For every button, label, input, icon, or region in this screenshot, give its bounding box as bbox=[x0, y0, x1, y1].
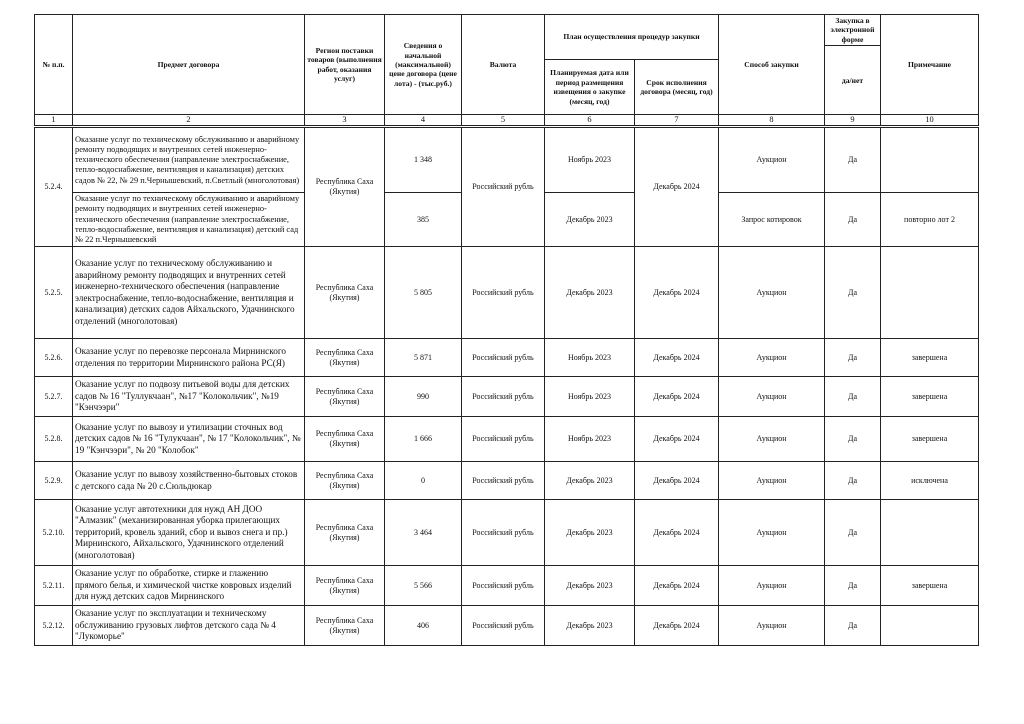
row-method: Аукцион bbox=[719, 417, 825, 462]
row-method: Аукцион bbox=[719, 606, 825, 646]
row-price: 406 bbox=[385, 606, 462, 646]
row-region: Республика Саха (Якутия) bbox=[305, 247, 385, 339]
row-note bbox=[881, 127, 979, 193]
row-electronic: Да bbox=[825, 339, 881, 377]
row-note: завершена bbox=[881, 339, 979, 377]
header-currency: Валюта bbox=[462, 15, 545, 115]
row-subject: Оказание услуг по техническому обслуживанию и аварийному ремонту подводящих и внутренних сетей инженерно-технического обеспечения (направление электроснабжение, тепло-водоснабжение, вентиляция и канализация) детских садов № 22, № 29 п.Чернышевский, п.Светлый (многолотовая) bbox=[73, 127, 305, 193]
row-term: Декабрь 2024 bbox=[635, 127, 719, 247]
row-note: завершена bbox=[881, 417, 979, 462]
table-row bbox=[35, 566, 979, 606]
row-plan-date: Декабрь 2023 bbox=[545, 462, 635, 500]
col-number: 9 bbox=[825, 115, 881, 127]
row-plan-date: Декабрь 2023 bbox=[545, 566, 635, 606]
row-subject: Оказание услуг по вывозу и утилизации сточных вод детских садов № 16 "Тулукчаан", № 17 "Колокольчик", № 19 "Кэнчээри", № 20 "Колобок" bbox=[73, 417, 305, 462]
col-number: 4 bbox=[385, 115, 462, 127]
row-method: Аукцион bbox=[719, 566, 825, 606]
col-number: 1 bbox=[35, 115, 73, 127]
column-number-row bbox=[35, 115, 979, 127]
row-region: Республика Саха (Якутия) bbox=[305, 500, 385, 566]
row-term: Декабрь 2024 bbox=[635, 339, 719, 377]
row-electronic: Да bbox=[825, 247, 881, 339]
row-term: Декабрь 2024 bbox=[635, 247, 719, 339]
row-method: Аукцион bbox=[719, 462, 825, 500]
row-method: Аукцион bbox=[719, 339, 825, 377]
header-method: Способ закупки bbox=[719, 15, 825, 115]
table-row bbox=[35, 339, 979, 377]
table-row bbox=[35, 127, 979, 193]
row-subject: Оказание услуг автотехники для нужд АН ДОО "Алмазик" (механизированная уборка прилегающих территорий, кровель зданий, сбор и вывоз снега и пр.) Мирнинского, Айхальского, Удачнинского отделений (многолотовая) bbox=[73, 500, 305, 566]
row-region: Республика Саха (Якутия) bbox=[305, 606, 385, 646]
row-price: 1 348 bbox=[385, 127, 462, 193]
row-currency: Российский рубль bbox=[462, 339, 545, 377]
row-plan-date: Декабрь 2023 bbox=[545, 500, 635, 566]
row-electronic: Да bbox=[825, 566, 881, 606]
row-plan-date: Декабрь 2023 bbox=[545, 193, 635, 247]
col-number: 3 bbox=[305, 115, 385, 127]
procurement-plan-table bbox=[34, 14, 979, 646]
row-currency: Российский рубль bbox=[462, 377, 545, 417]
header-plan: План осуществления процедур закупки bbox=[545, 15, 719, 60]
row-method: Аукцион bbox=[719, 127, 825, 193]
header-electronic-sub: да/нет bbox=[825, 46, 881, 115]
row-method: Аукцион bbox=[719, 500, 825, 566]
row-note bbox=[881, 606, 979, 646]
row-electronic: Да bbox=[825, 193, 881, 247]
row-num: 5.2.10. bbox=[35, 500, 73, 566]
row-price: 3 464 bbox=[385, 500, 462, 566]
row-subject: Оказание услуг по обработке, стирке и глажению прямого белья, и химической чистке ковровых изделий для нужд детских садов Мирнинского bbox=[73, 566, 305, 606]
row-electronic: Да bbox=[825, 417, 881, 462]
row-note: исключена bbox=[881, 462, 979, 500]
row-subject: Оказание услуг по вывозу хозяйственно-бытовых стоков с детского сада № 20 с.Сюльдюкар bbox=[73, 462, 305, 500]
row-num: 5.2.6. bbox=[35, 339, 73, 377]
header-price: Сведения о начальной (максимальной) цене договора (цене лота) - (тыс.руб.) bbox=[385, 15, 462, 115]
row-note bbox=[881, 247, 979, 339]
row-electronic: Да bbox=[825, 377, 881, 417]
row-num: 5.2.5. bbox=[35, 247, 73, 339]
row-term: Декабрь 2024 bbox=[635, 417, 719, 462]
row-num: 5.2.12. bbox=[35, 606, 73, 646]
row-term: Декабрь 2024 bbox=[635, 606, 719, 646]
row-method: Аукцион bbox=[719, 247, 825, 339]
table-row bbox=[35, 462, 979, 500]
row-price: 1 666 bbox=[385, 417, 462, 462]
row-method: Аукцион bbox=[719, 377, 825, 417]
row-region: Республика Саха (Якутия) bbox=[305, 339, 385, 377]
row-currency: Российский рубль bbox=[462, 462, 545, 500]
row-plan-date: Декабрь 2023 bbox=[545, 247, 635, 339]
table-row bbox=[35, 417, 979, 462]
row-price: 990 bbox=[385, 377, 462, 417]
col-number: 2 bbox=[73, 115, 305, 127]
row-method: Запрос котировок bbox=[719, 193, 825, 247]
row-subject: Оказание услуг по эксплуатации и техническому обслуживанию грузовых лифтов детского сада № 4 "Лукоморье" bbox=[73, 606, 305, 646]
table-row bbox=[35, 500, 979, 566]
row-electronic: Да bbox=[825, 500, 881, 566]
row-region: Республика Саха (Якутия) bbox=[305, 377, 385, 417]
row-plan-date: Ноябрь 2023 bbox=[545, 127, 635, 193]
row-num: 5.2.4. bbox=[35, 127, 73, 247]
col-number: 7 bbox=[635, 115, 719, 127]
row-currency: Российский рубль bbox=[462, 606, 545, 646]
row-currency: Российский рубль bbox=[462, 247, 545, 339]
row-num: 5.2.7. bbox=[35, 377, 73, 417]
row-electronic: Да bbox=[825, 127, 881, 193]
row-plan-date: Ноябрь 2023 bbox=[545, 339, 635, 377]
row-price: 385 bbox=[385, 193, 462, 247]
row-price: 0 bbox=[385, 462, 462, 500]
row-region: Республика Саха (Якутия) bbox=[305, 417, 385, 462]
header-subject: Предмет договора bbox=[73, 15, 305, 115]
row-note: повторно лот 2 bbox=[881, 193, 979, 247]
row-note bbox=[881, 500, 979, 566]
col-number: 6 bbox=[545, 115, 635, 127]
row-subject: Оказание услуг по техническому обслуживанию и аварийному ремонту подводящих и внутренних сетей инженерно-технического обеспечения (направление электроснабжение, тепло-водоснабжение, вентиляция и канализация) детский сад № 22 п.Чернышевский bbox=[73, 193, 305, 247]
row-term: Декабрь 2024 bbox=[635, 566, 719, 606]
row-price: 5 566 bbox=[385, 566, 462, 606]
header-plan-date: Планируемая дата или период размещения извещения о закупке (месяц, год) bbox=[545, 60, 635, 115]
row-plan-date: Ноябрь 2023 bbox=[545, 417, 635, 462]
table-row bbox=[35, 606, 979, 646]
row-region: Республика Саха (Якутия) bbox=[305, 566, 385, 606]
col-number: 10 bbox=[881, 115, 979, 127]
row-region: Республика Саха (Якутия) bbox=[305, 127, 385, 247]
row-currency: Российский рубль bbox=[462, 566, 545, 606]
row-num: 5.2.8. bbox=[35, 417, 73, 462]
row-plan-date: Ноябрь 2023 bbox=[545, 377, 635, 417]
table-row bbox=[35, 247, 979, 339]
col-number: 5 bbox=[462, 115, 545, 127]
col-number: 8 bbox=[719, 115, 825, 127]
row-subject: Оказание услуг по перевозке персонала Мирнинского отделения по территории Мирнинского района РС(Я) bbox=[73, 339, 305, 377]
row-subject: Оказание услуг по подвозу питьевой воды для детских садов № 16 "Туллукчаан", №17 "Колокольчик", №19 "Кэнчээри" bbox=[73, 377, 305, 417]
row-electronic: Да bbox=[825, 462, 881, 500]
row-term: Декабрь 2024 bbox=[635, 377, 719, 417]
row-currency: Российский рубль bbox=[462, 127, 545, 247]
row-num: 5.2.9. bbox=[35, 462, 73, 500]
row-term: Декабрь 2024 bbox=[635, 500, 719, 566]
row-region: Республика Саха (Якутия) bbox=[305, 462, 385, 500]
row-electronic: Да bbox=[825, 606, 881, 646]
row-note: завершена bbox=[881, 566, 979, 606]
row-note: завершена bbox=[881, 377, 979, 417]
row-plan-date: Декабрь 2023 bbox=[545, 606, 635, 646]
header-note: Примечание bbox=[881, 15, 979, 115]
row-price: 5 805 bbox=[385, 247, 462, 339]
row-num: 5.2.11. bbox=[35, 566, 73, 606]
header-electronic: Закупка в электронной форме bbox=[825, 15, 881, 46]
header-region: Регион поставки товаров (выполнения работ, оказания услуг) bbox=[305, 15, 385, 115]
row-currency: Российский рубль bbox=[462, 500, 545, 566]
header-term: Срок исполнения договора (месяц, год) bbox=[635, 60, 719, 115]
row-price: 5 871 bbox=[385, 339, 462, 377]
row-term: Декабрь 2024 bbox=[635, 462, 719, 500]
row-currency: Российский рубль bbox=[462, 417, 545, 462]
table-row bbox=[35, 377, 979, 417]
header-num: № п.п. bbox=[35, 15, 73, 115]
row-subject: Оказание услуг по техническому обслуживанию и аварийному ремонту подводящих и внутренних сетей инженерно-технического обеспечения (направление электроснабжение, тепло-водоснабжение, вентиляция и канализация) детских садов Айхальского, Удачнинского отделений (многолотовая) bbox=[73, 247, 305, 339]
